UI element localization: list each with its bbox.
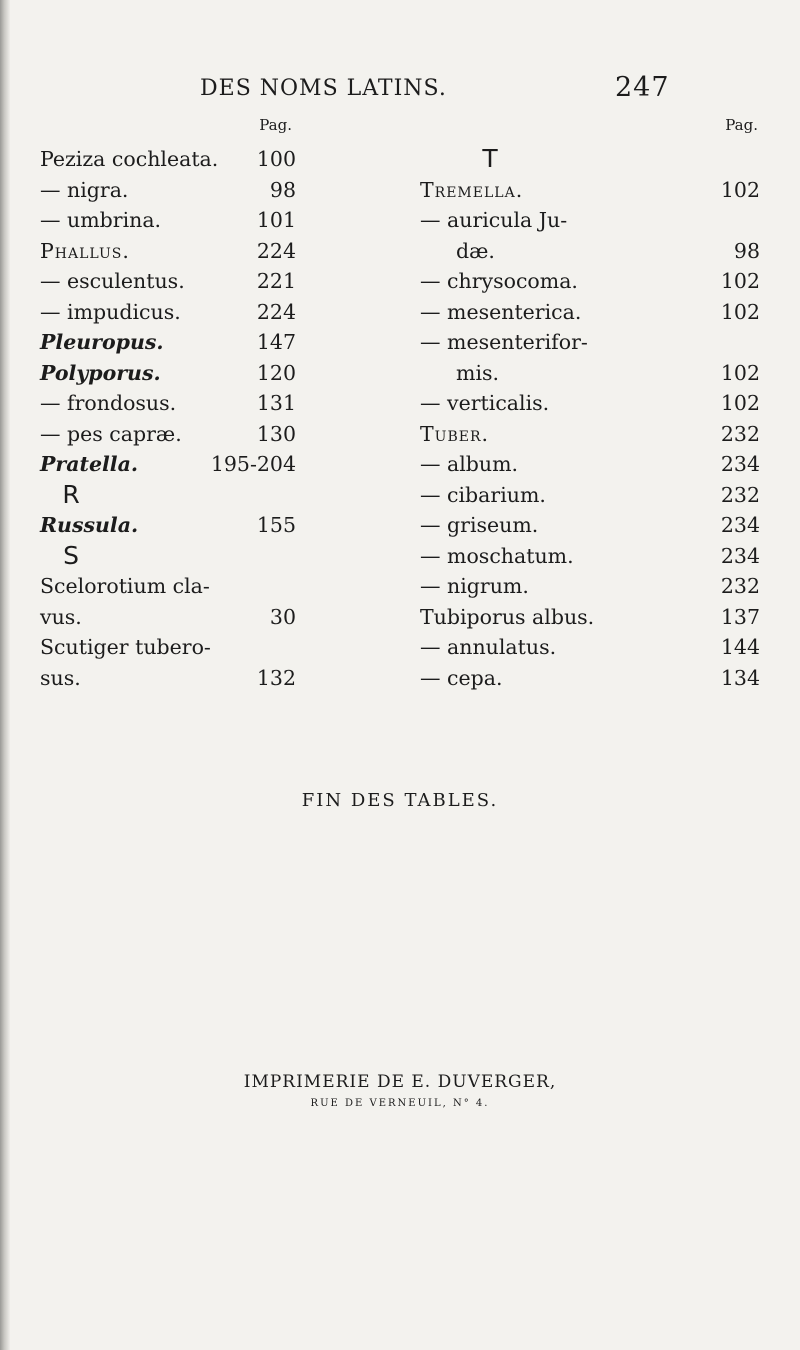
entry-name: — pes capræ. xyxy=(40,421,182,446)
entry-page: 137 xyxy=(720,604,760,629)
index-entry xyxy=(40,358,340,389)
page-number: 247 xyxy=(615,72,670,103)
index-entry xyxy=(420,236,760,267)
end-of-tables: FIN DES TABLES. xyxy=(301,790,499,811)
entry-page: 102 xyxy=(720,360,760,385)
entry-name: dæ. xyxy=(456,238,495,263)
entry-name: mis. xyxy=(456,360,500,385)
section-letter xyxy=(40,541,102,572)
entry-page: 102 xyxy=(720,299,760,324)
entry-name: — cibarium. xyxy=(420,482,546,507)
entry-page: 234 xyxy=(720,452,760,476)
entry-name: Tuber. xyxy=(420,421,490,446)
letter-heading: R xyxy=(62,479,80,509)
index-entry xyxy=(40,144,340,175)
index-entry xyxy=(420,266,760,297)
index-entry xyxy=(420,571,760,602)
entry-name: — nigrum. xyxy=(420,574,529,598)
index-entry xyxy=(420,480,760,511)
index-entry xyxy=(420,419,760,450)
letter-heading: T xyxy=(482,144,498,173)
entry-page: 98 xyxy=(269,177,296,202)
index-entry xyxy=(40,449,340,480)
entry-name: — griseum. xyxy=(420,513,539,537)
entry-name: — cepa. xyxy=(420,665,503,690)
index-entry xyxy=(420,449,760,480)
entry-page: 131 xyxy=(256,391,296,415)
entry-name: — annulatus. xyxy=(420,635,557,659)
entry-name: — moschatum. xyxy=(420,543,574,568)
entry-page: 120 xyxy=(256,360,296,385)
entry-name: — nigra. xyxy=(40,177,129,202)
entry-page: 134 xyxy=(720,665,760,690)
index-entry xyxy=(420,297,760,328)
index-entry xyxy=(420,510,760,541)
entry-page: 234 xyxy=(720,543,760,568)
entry-name: — umbrina. xyxy=(40,208,162,232)
entry-page: 130 xyxy=(256,421,296,446)
entry-name: — frondosus. xyxy=(40,391,177,415)
entry-page: 232 xyxy=(720,482,760,507)
entry-name: — chrysocoma. xyxy=(420,269,578,293)
entry-name: vus. xyxy=(40,604,82,629)
entry-name: — album. xyxy=(420,452,519,476)
index-entry xyxy=(420,632,760,663)
letter-heading: S xyxy=(63,540,79,570)
index-entry xyxy=(40,632,340,663)
entry-name: — auricula Ju- xyxy=(420,208,568,232)
entry-name: — impudicus. xyxy=(40,299,181,324)
entry-page: 195-204 xyxy=(210,452,296,476)
entry-name: Scutiger tubero- xyxy=(40,635,211,659)
index-entry xyxy=(40,175,340,206)
entry-name: — mesenterifor- xyxy=(420,330,588,354)
entry-page: 100 xyxy=(256,147,296,171)
entry-name: Phallus. xyxy=(40,238,130,263)
entry-page: 102 xyxy=(720,177,760,202)
entry-name: Tremella. xyxy=(420,177,524,202)
entry-page: 102 xyxy=(720,391,760,415)
section-letter xyxy=(420,144,560,175)
entry-name: — verticalis. xyxy=(420,391,550,415)
index-entry xyxy=(40,571,340,602)
index-entry xyxy=(420,205,760,236)
entry-page: 221 xyxy=(256,269,296,293)
entry-page: 232 xyxy=(720,574,760,598)
entry-name: Russula. xyxy=(40,513,139,537)
entry-page: 224 xyxy=(256,238,296,263)
index-entry xyxy=(420,663,760,694)
entry-name: Scelorotium cla- xyxy=(40,574,210,598)
index-entry xyxy=(40,388,340,419)
entry-name: sus. xyxy=(40,665,81,690)
entry-name: Peziza cochleata. xyxy=(40,147,219,171)
index-entry xyxy=(40,663,340,694)
entry-page: 98 xyxy=(733,238,760,263)
index-entry xyxy=(420,327,760,358)
pag-column-label: Pag. xyxy=(725,116,758,134)
index-column-right xyxy=(420,116,760,693)
index-entry xyxy=(40,327,340,358)
entry-name: Pleuropus. xyxy=(40,330,164,354)
entry-page: 234 xyxy=(720,513,760,537)
entry-name: Pratella. xyxy=(40,452,139,476)
index-entry xyxy=(420,388,760,419)
entry-page: 144 xyxy=(720,635,760,659)
entry-name: Polyporus. xyxy=(40,360,161,385)
index-entry xyxy=(420,175,760,206)
printer-address: RUE DE VERNEUIL, N° 4. xyxy=(310,1098,490,1109)
entry-page: 147 xyxy=(256,330,296,354)
printer-name: IMPRIMERIE DE E. DUVERGER, xyxy=(243,1072,557,1092)
index-entry xyxy=(40,510,340,541)
index-entry xyxy=(420,358,760,389)
entry-page: 101 xyxy=(256,208,296,232)
index-column-left xyxy=(40,116,340,693)
index-entry xyxy=(40,236,340,267)
index-entry xyxy=(40,602,340,633)
pag-column-label: Pag. xyxy=(259,116,292,134)
index-entry xyxy=(420,541,760,572)
entry-name: — esculentus. xyxy=(40,269,185,293)
entry-name: — mesenterica. xyxy=(420,299,582,324)
printer-imprint xyxy=(0,1072,800,1109)
index-entry xyxy=(40,266,340,297)
running-title: DES NOMS LATINS. xyxy=(200,76,447,101)
book-binding-edge xyxy=(0,0,10,1350)
entry-page: 102 xyxy=(720,269,760,293)
entry-page: 232 xyxy=(720,421,760,446)
index-entry xyxy=(40,297,340,328)
entry-page: 30 xyxy=(269,604,296,629)
index-entry xyxy=(420,602,760,633)
index-entry xyxy=(40,419,340,450)
index-entry xyxy=(40,205,340,236)
entry-page: 224 xyxy=(256,299,296,324)
entry-name: Tubiporus albus. xyxy=(420,604,595,629)
entry-page: 132 xyxy=(256,665,296,690)
section-letter xyxy=(40,480,102,511)
entry-page: 155 xyxy=(256,513,296,537)
